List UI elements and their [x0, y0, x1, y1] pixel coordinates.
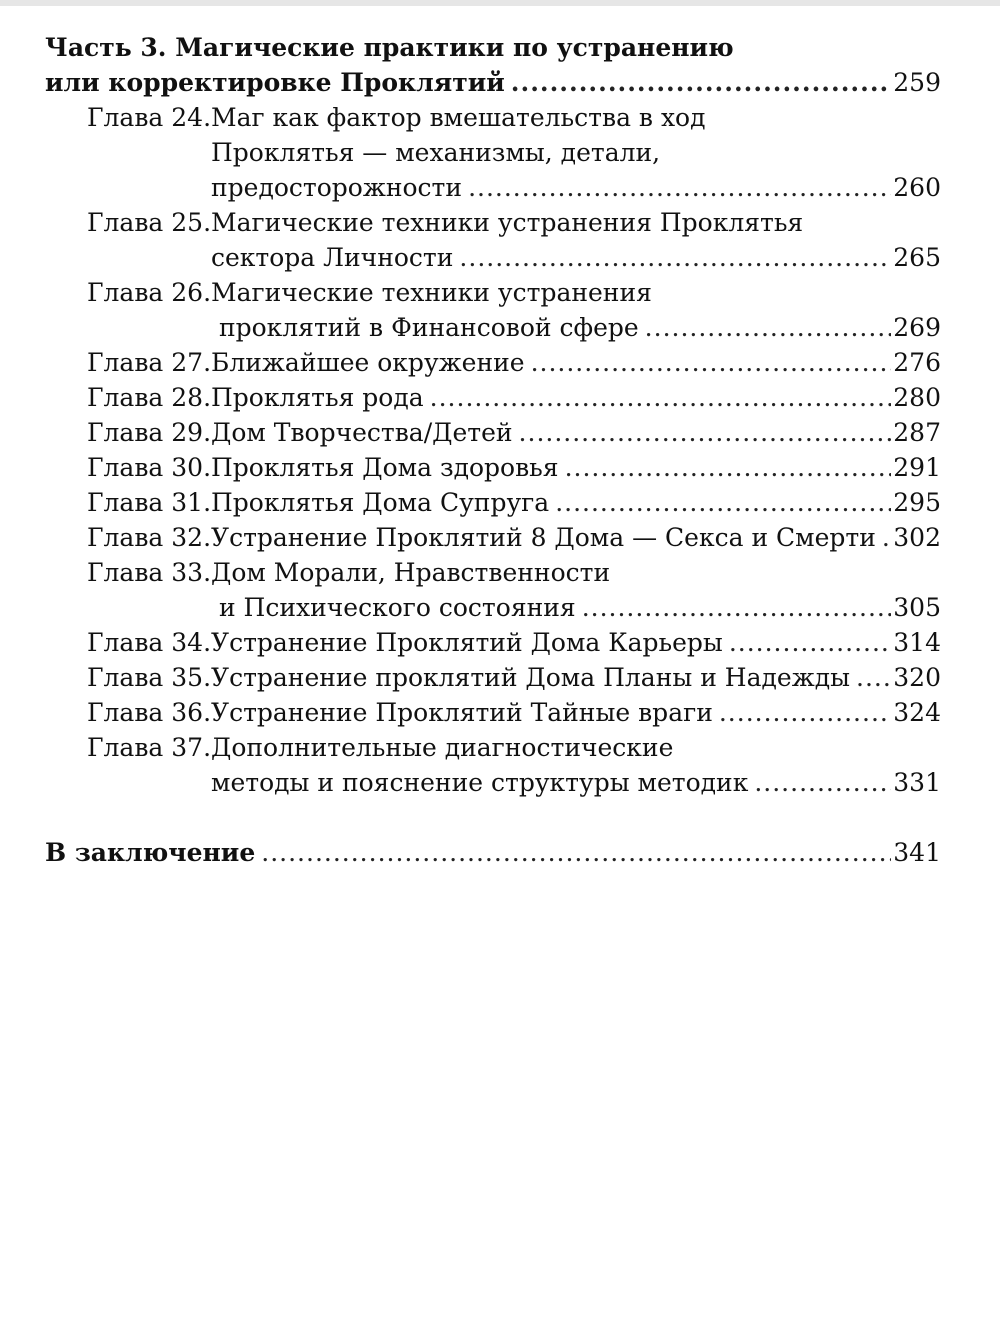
chapter-title-text: Дополнительные диагностические: [211, 733, 674, 762]
chapter-label: Глава 33.: [87, 558, 212, 587]
chapter-title-line: [211, 380, 941, 415]
dot-leader: [754, 765, 891, 800]
chapter-page-number: 324: [893, 698, 941, 727]
chapter-entry[interactable]: [87, 555, 941, 625]
chapter-page-number: 305: [893, 593, 941, 622]
dot-leader: [565, 450, 892, 485]
chapter-label: Глава 29.: [87, 418, 212, 447]
part-title-text-2: или корректировке Проклятий: [45, 68, 505, 97]
dot-leader: [555, 485, 891, 520]
chapter-entry[interactable]: [87, 100, 941, 205]
chapter-title-text: методы и пояснение структуры методик: [211, 768, 749, 797]
chapter-title-line: [211, 730, 941, 765]
chapter-label: Глава 27.: [87, 348, 212, 377]
chapter-title: [211, 345, 941, 380]
chapter-label: Глава 28.: [87, 383, 212, 412]
chapter-page-number: 280: [893, 383, 941, 412]
chapter-entry[interactable]: [87, 450, 941, 485]
spacer: [45, 800, 941, 835]
chapter-title-text: Устранение Проклятий 8 Дома — Секса и Смерти: [211, 523, 876, 552]
chapter-page-number: 260: [893, 173, 941, 202]
chapter-title: [211, 205, 941, 275]
chapter-label: Глава 34.: [87, 628, 212, 657]
table-of-contents: [45, 30, 941, 870]
chapter-entry[interactable]: [87, 380, 941, 415]
dot-leader: [882, 520, 891, 555]
chapter-title: [211, 450, 941, 485]
chapter-title: [211, 100, 941, 205]
chapter-list: [45, 100, 941, 800]
chapter-page-number: 314: [893, 628, 941, 657]
conclusion-entry[interactable]: [45, 835, 941, 870]
chapter-title-line: [211, 695, 941, 730]
chapter-label: Глава 24.: [87, 103, 212, 132]
dot-leader: [519, 415, 892, 450]
chapter-entry[interactable]: [87, 695, 941, 730]
chapter-label: Глава 30.: [87, 453, 212, 482]
chapter-title-line: [211, 485, 941, 520]
chapter-title: [211, 415, 941, 450]
chapter-title-line: [211, 765, 941, 800]
chapter-title-line: [211, 520, 941, 555]
chapter-page-number: 320: [893, 663, 941, 692]
chapter-title-line: [211, 555, 941, 590]
chapter-label: Глава 25.: [87, 208, 212, 237]
chapter-page-number: 287: [893, 418, 941, 447]
chapter-title-text: Устранение Проклятий Дома Карьеры: [211, 628, 723, 657]
chapter-title-text: Проклятья Дома Супруга: [211, 488, 550, 517]
chapter-entry[interactable]: [87, 275, 941, 345]
chapter-title: [211, 730, 941, 800]
chapter-title-text: Проклятья Дома здоровья: [211, 453, 559, 482]
chapter-entry[interactable]: [87, 660, 941, 695]
dot-leader: [511, 65, 892, 100]
chapter-title-text: Проклятья рода: [211, 383, 424, 412]
chapter-title-line: [211, 205, 941, 240]
chapter-title: [211, 660, 941, 695]
chapter-title-text: Устранение проклятий Дома Планы и Надежды: [211, 663, 850, 692]
chapter-title-text: Магические техники устранения: [211, 278, 652, 307]
dot-leader: [531, 345, 892, 380]
chapter-entry[interactable]: [87, 415, 941, 450]
chapter-title: [211, 520, 941, 555]
chapter-title-text: Дом Творчества/Детей: [211, 418, 513, 447]
conclusion-title: В заключение: [45, 838, 256, 867]
chapter-title-text: Проклятья — механизмы, детали,: [211, 138, 661, 167]
dot-leader: [261, 835, 891, 870]
chapter-label: Глава 37.: [87, 733, 212, 762]
chapter-page-number: 291: [893, 453, 941, 482]
chapter-entry[interactable]: [87, 205, 941, 275]
chapter-title-text: Маг как фактор вмешательства в ход: [211, 103, 706, 132]
chapter-title-line: [211, 100, 941, 135]
chapter-page-number: 302: [893, 523, 941, 552]
chapter-title: [211, 555, 941, 625]
chapter-label: Глава 35.: [87, 663, 212, 692]
chapter-title: [211, 485, 941, 520]
chapter-title-text: Дом Морали, Нравственности: [211, 558, 611, 587]
part-3-entry[interactable]: [45, 30, 941, 100]
chapter-title-text: и Психического состояния: [211, 593, 576, 622]
chapter-label: Глава 36.: [87, 698, 212, 727]
part-title-line-2: [45, 65, 941, 100]
chapter-title-line: [211, 625, 941, 660]
chapter-title-line: [211, 170, 941, 205]
chapter-title-text: Магические техники устранения Проклятья: [211, 208, 804, 237]
conclusion-page-number: 341: [893, 838, 941, 867]
top-edge-rule: [0, 0, 1000, 6]
chapter-title-text: Ближайшее окружение: [211, 348, 525, 377]
chapter-title-text: Устранение Проклятий Тайные враги: [211, 698, 713, 727]
chapter-title-line: [211, 415, 941, 450]
chapter-title-line: [211, 450, 941, 485]
dot-leader: [729, 625, 891, 660]
dot-leader: [430, 380, 892, 415]
chapter-title-line: [211, 345, 941, 380]
chapter-entry[interactable]: [87, 520, 941, 555]
chapter-entry[interactable]: [87, 345, 941, 380]
chapter-label: Глава 26.: [87, 278, 212, 307]
chapter-title-line: [211, 660, 941, 695]
dot-leader: [645, 310, 892, 345]
chapter-title-text: проклятий в Финансовой сфере: [211, 313, 639, 342]
chapter-entry[interactable]: [87, 730, 941, 800]
chapter-page-number: 295: [893, 488, 941, 517]
chapter-page-number: 331: [893, 768, 941, 797]
chapter-page-number: 269: [893, 313, 941, 342]
dot-leader: [856, 660, 891, 695]
chapter-page-number: 276: [893, 348, 941, 377]
chapter-entry[interactable]: [87, 625, 941, 660]
part-page-number: 259: [893, 68, 941, 97]
chapter-title-line: [211, 590, 941, 625]
dot-leader: [459, 240, 891, 275]
part-title-line-1: [45, 30, 941, 65]
chapter-page-number: 265: [893, 243, 941, 272]
chapter-title: [211, 695, 941, 730]
chapter-title-line: [211, 135, 941, 170]
chapter-title-text: сектора Личности: [211, 243, 454, 272]
part-title-text-1: Часть 3. Магические практики по устранению: [45, 33, 734, 62]
chapter-title: [211, 275, 941, 345]
chapter-title-line: [211, 310, 941, 345]
chapter-title-text: предосторожности: [211, 173, 463, 202]
chapter-title-line: [211, 275, 941, 310]
chapter-title: [211, 380, 941, 415]
chapter-label: Глава 32.: [87, 523, 212, 552]
chapter-title-line: [211, 240, 941, 275]
dot-leader: [582, 590, 892, 625]
chapter-label: Глава 31.: [87, 488, 212, 517]
chapter-entry[interactable]: [87, 485, 941, 520]
dot-leader: [468, 170, 891, 205]
chapter-title: [211, 625, 941, 660]
dot-leader: [719, 695, 891, 730]
